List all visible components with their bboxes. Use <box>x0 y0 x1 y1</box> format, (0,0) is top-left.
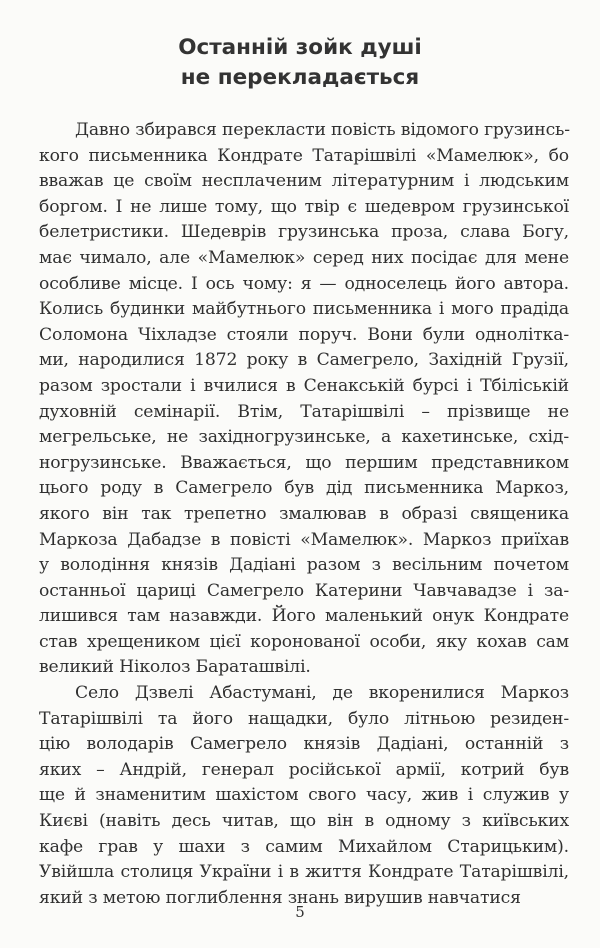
text-line: останньої цариці Самегрело Катерини Чавчавадзе і за- <box>39 580 569 601</box>
text-line: Татарішвілі та його нащадки, було літньою резиден- <box>39 708 569 729</box>
text-line: який з метою поглиблення знань вирушив навчатися <box>39 887 521 908</box>
text-line: ногрузинське. Вважається, що першим представником <box>39 452 569 473</box>
text-line: має чимало, але «Мамелюк» серед них посідає для мене <box>39 247 569 268</box>
text-line: вважав це своїм несплаченим літературним і людським <box>39 171 569 192</box>
paragraph <box>39 118 569 681</box>
text-line: Село Дзвелі Абастумані, де вкоренилися Маркоз <box>75 683 569 704</box>
text-line: Києві (навіть десь читав, що він в одному з київських <box>39 811 569 832</box>
chapter-title-line-1: Останній зойк душі <box>178 35 422 60</box>
chapter-title-line-2: не перекладається <box>180 65 420 90</box>
text-line: ще й знаменитим шахістом свого часу, жив і служив у <box>39 785 569 806</box>
text-line: ми, народилися 1872 року в Самегрело, Західній Грузії, <box>39 350 569 371</box>
text-line: боргом. І не лише тому, що твір є шедевром грузинської <box>39 196 569 217</box>
text-line: у володіння князів Дадіані разом з весільним почетом <box>39 555 569 576</box>
page-number: 5 <box>295 903 305 921</box>
text-line: особливе місце. І ось чому: я — односелець його автора. <box>39 273 569 294</box>
paragraph <box>39 681 569 911</box>
text-line: Маркоза Дабадзе в повісті «Мамелюк». Маркоз приїхав <box>39 529 569 550</box>
text-line: цію володарів Самегрело князів Дадіані, останній з <box>39 734 569 755</box>
text-line: якого він так трепетно змалював в образі священика <box>39 503 569 524</box>
text-line: Давно збирався перекласти повість відомого грузинсь- <box>75 120 570 140</box>
text-line: цього роду в Самегрело був дід письменника Маркоз, <box>39 478 569 499</box>
text-line: кафе грав у шахи з самим Михайлом Старицьким). <box>39 836 569 857</box>
body-text <box>39 118 569 911</box>
text-line: став хрещеником цієї коронованої особи, яку кохав сам <box>39 631 569 652</box>
text-line: мегрельське, не західногрузинське, а кахетинське, схід- <box>39 427 569 448</box>
text-line: белетристики. Шедеврів грузинська проза, слава Богу, <box>39 222 569 243</box>
text-line: великий Ніколоз Бараташвілі. <box>39 657 311 678</box>
text-line: яких – Андрій, генерал російської армії, котрий був <box>39 759 569 780</box>
chapter-title <box>0 33 600 93</box>
text-line: кого письменника Кондрате Татарішвілі «Мамелюк», бо <box>39 145 569 166</box>
text-line: разом зростали і вчилися в Сенакській бурсі і Тбіліській <box>39 375 569 396</box>
text-line: лишився там назавжди. Його маленький онук Кондрате <box>39 606 569 627</box>
text-line: Колись будинки майбутнього письменника і мого прадіда <box>39 299 569 320</box>
text-line: духовній семінарії. Втім, Татарішвілі – прізвище не <box>39 401 569 422</box>
text-line: Соломона Чіхладзе стояли поруч. Вони були однолітка- <box>39 324 569 345</box>
text-line: Увійшла столиця України і в життя Кондрате Татарішвілі, <box>39 862 569 883</box>
